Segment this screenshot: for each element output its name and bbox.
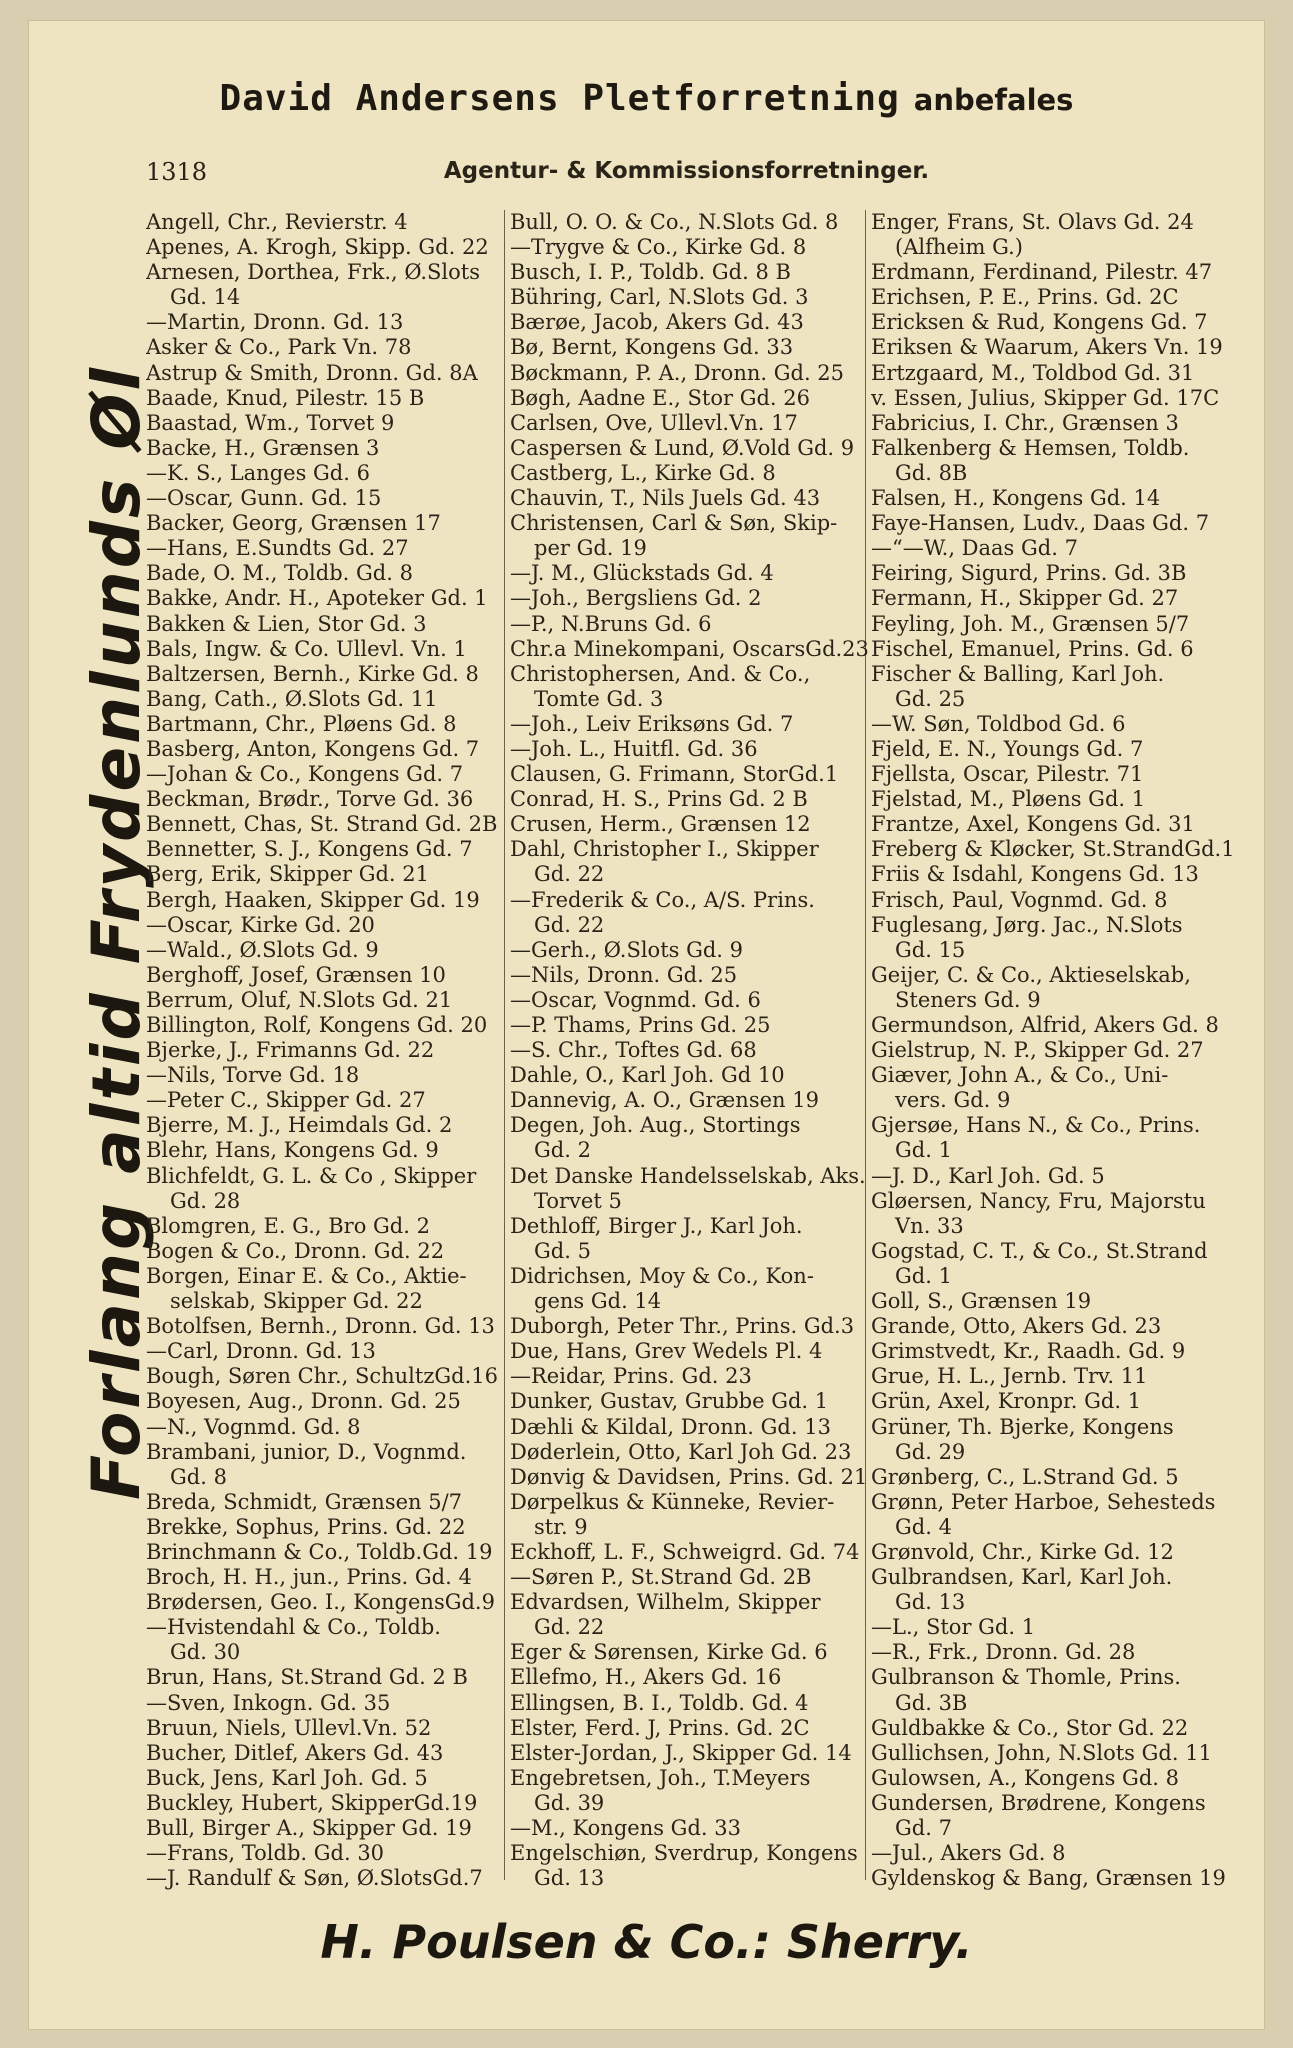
directory-entry: Apenes, A. Krogh, Skipp. Gd. 22: [146, 235, 489, 260]
directory-entry: Gd. 8: [170, 1464, 227, 1489]
directory-entry: Gd. 8B: [895, 460, 968, 485]
directory-entry: Fischel, Emanuel, Prins. Gd. 6: [871, 636, 1194, 661]
page-number: 1318: [146, 158, 208, 186]
directory-entry: Bø, Bernt, Kongens Gd. 33: [510, 335, 794, 360]
directory-entry: —N., Vognmd. Gd. 8: [146, 1414, 361, 1439]
directory-entry: Geijer, C. & Co., Aktieselskab,: [871, 962, 1191, 987]
directory-entry: —Johan & Co., Kongens Gd. 7: [146, 762, 464, 787]
directory-entry: —Wald., Ø.Slots Gd. 9: [146, 937, 379, 962]
directory-entry: —W. Søn, Toldbod Gd. 6: [871, 711, 1126, 736]
directory-entry: Bals, Ingw. & Co. Ullevl. Vn. 1: [146, 636, 467, 661]
directory-entry: Ellingsen, B. I., Toldb. Gd. 4: [510, 1690, 809, 1715]
directory-entry: Vn. 33: [895, 1213, 964, 1238]
directory-entry: —Carl, Dronn. Gd. 13: [146, 1339, 376, 1364]
directory-column-2: [510, 210, 895, 1891]
directory-entry: Falkenberg & Hemsen, Toldb.: [871, 435, 1190, 460]
directory-entry: —Gerh., Ø.Slots Gd. 9: [510, 937, 744, 962]
directory-entry: Billington, Rolf, Kongens Gd. 20: [146, 1013, 488, 1037]
directory-column-1: [146, 210, 531, 1891]
directory-entry: Erdmann, Ferdinand, Pilestr. 47: [871, 260, 1213, 285]
header-ad-text: David Andersens Pletforretning: [219, 78, 900, 119]
directory-entry: Faye-Hansen, Ludv., Daas Gd. 7: [871, 511, 1210, 536]
directory-entry: Erichsen, P. E., Prins. Gd. 2C: [871, 285, 1179, 310]
directory-entry: Dæhli & Kildal, Dronn. Gd. 13: [510, 1414, 831, 1439]
directory-entry: Gulbrandsen, Karl, Karl Joh.: [871, 1565, 1173, 1590]
directory-entry: Elster-Jordan, J., Skipper Gd. 14: [510, 1740, 852, 1765]
directory-entry: Fabricius, I. Chr., Grænsen 3: [871, 410, 1179, 435]
directory-entry: Buckley, Hubert, SkipperGd.19: [146, 1790, 478, 1815]
directory-entry: Dahl, Christopher I., Skipper: [510, 837, 819, 862]
directory-entry: —Trygve & Co., Kirke Gd. 8: [510, 235, 807, 260]
directory-entry: Gd. 14: [170, 285, 241, 310]
directory-entry: Gielstrup, N. P., Skipper Gd. 27: [871, 1038, 1204, 1063]
directory-entry: —M., Kongens Gd. 33: [510, 1816, 741, 1840]
directory-entry: Gundersen, Brødrene, Kongens: [871, 1790, 1206, 1815]
directory-entry: Dunker, Gustav, Grubbe Gd. 1: [510, 1389, 829, 1414]
header-ad-suffix: anbefales: [913, 83, 1074, 117]
directory-entry: —Martin, Dronn. Gd. 13: [146, 310, 404, 335]
directory-entry: Eger & Sørensen, Kirke Gd. 6: [510, 1640, 828, 1665]
directory-entry: Borgen, Einar E. & Co., Aktie-: [146, 1263, 467, 1288]
directory-entry: Carlsen, Ove, Ullevl.Vn. 17: [510, 410, 798, 435]
directory-entry: Eckhoff, L. F., Schweigrd. Gd. 74: [510, 1539, 860, 1564]
directory-entry: Conrad, H. S., Prins Gd. 2 B: [510, 787, 808, 812]
directory-entry: Ertzgaard, M., Toldbod Gd. 31: [871, 360, 1195, 385]
directory-entry: Blehr, Hans, Kongens Gd. 9: [146, 1138, 439, 1163]
side-advertisement: Forlang altid Frydenlunds Øl: [78, 364, 155, 1500]
directory-entry: Goll, S., Grænsen 19: [871, 1289, 1092, 1314]
directory-entry: Grue, H. L., Jernb. Trv. 11: [871, 1364, 1148, 1389]
directory-entry: —Hans, E.Sundts Gd. 27: [146, 536, 409, 561]
directory-entry: Boyesen, Aug., Dronn. Gd. 25: [146, 1389, 461, 1414]
directory-entry: Christophersen, And. & Co.,: [510, 661, 811, 686]
directory-entry: —Oscar, Vognmd. Gd. 6: [510, 987, 761, 1012]
directory-entry: —Hvistendahl & Co., Toldb.: [146, 1615, 441, 1640]
directory-entry: Arnesen, Dorthea, Frk., Ø.Slots: [146, 260, 481, 285]
directory-entry: Gd. 13: [895, 1590, 966, 1615]
header-advertisement: [28, 78, 1265, 119]
directory-entry: selskab, Skipper Gd. 22: [170, 1289, 423, 1314]
directory-entry: Grüner, Th. Bjerke, Kongens: [871, 1414, 1174, 1439]
directory-entry: Fjelstad, M., Pløens Gd. 1: [871, 787, 1146, 812]
directory-entry: Gullichsen, John, N.Slots Gd. 11: [871, 1740, 1212, 1765]
directory-entry: Bucher, Ditlef, Akers Gd. 43: [146, 1740, 444, 1765]
directory-entry: Castberg, L., Kirke Gd. 8: [510, 460, 776, 485]
directory-entry: Broch, H. H., jun., Prins. Gd. 4: [146, 1565, 472, 1590]
directory-entry: Gd. 15: [895, 937, 966, 962]
directory-entry: —Frans, Toldb. Gd. 30: [146, 1841, 385, 1866]
directory-entry: —J. M., Glückstads Gd. 4: [510, 561, 774, 586]
directory-entry: Gd. 22: [534, 862, 605, 887]
directory-entry: Giæver, John A., & Co., Uni-: [871, 1063, 1169, 1088]
directory-entry: Gløersen, Nancy, Fru, Majorstu: [871, 1188, 1206, 1213]
directory-entry: Feiring, Sigurd, Prins. Gd. 3B: [871, 561, 1187, 586]
directory-entry: Brødersen, Geo. I., KongensGd.9: [146, 1590, 495, 1615]
directory-entry: Grønn, Peter Harboe, Sehesteds: [871, 1489, 1216, 1514]
directory-entry: Frisch, Paul, Vognmd. Gd. 8: [871, 887, 1168, 912]
directory-entry: —Oscar, Gunn. Gd. 15: [146, 486, 382, 511]
directory-entry: Enger, Frans, St. Olavs Gd. 24: [871, 210, 1194, 234]
directory-entry: Gjersøe, Hans N., & Co., Prins.: [871, 1113, 1201, 1138]
directory-entry: Baade, Knud, Pilestr. 15 B: [146, 385, 425, 410]
directory-entry: —Joh., Bergsliens Gd. 2: [510, 586, 762, 611]
directory-entry: —K. S., Langes Gd. 6: [146, 460, 370, 485]
directory-entry: Bade, O. M., Toldb. Gd. 8: [146, 561, 413, 586]
directory-entry: Gd. 28: [170, 1188, 241, 1213]
directory-entry: Germundson, Alfrid, Akers Gd. 8: [871, 1013, 1219, 1037]
directory-entry: Degen, Joh. Aug., Stortings: [510, 1113, 801, 1138]
directory-entry: Gogstad, C. T., & Co., St.Strand: [871, 1238, 1208, 1263]
directory-entry: —S. Chr., Toftes Gd. 68: [510, 1038, 757, 1063]
directory-entry: Gd. 2: [534, 1138, 591, 1163]
directory-entry: Chauvin, T., Nils Juels Gd. 43: [510, 486, 821, 511]
directory-entry: Det Danske Handelsselskab, Aks.: [510, 1163, 866, 1188]
directory-entry: Bjerke, J., Frimanns Gd. 22: [146, 1038, 435, 1063]
directory-entry: —Nils, Dronn. Gd. 25: [510, 962, 738, 987]
directory-entry: Fjellsta, Oscar, Pilestr. 71: [871, 762, 1144, 787]
directory-entry: Berghoff, Josef, Grænsen 10: [146, 962, 446, 987]
directory-entry: —Jul., Akers Gd. 8: [871, 1841, 1066, 1866]
directory-entry: Botolfsen, Bernh., Dronn. Gd. 13: [146, 1314, 495, 1339]
directory-entry: Due, Hans, Grev Wedels Pl. 4: [510, 1339, 823, 1364]
directory-entry: Brambani, junior, D., Vognmd.: [146, 1439, 467, 1464]
directory-entry: Dørpelkus & Künneke, Revier-: [510, 1489, 835, 1514]
directory-entry: Brinchmann & Co., Toldb.Gd. 19: [146, 1539, 493, 1564]
directory-entry: Brekke, Sophus, Prins. Gd. 22: [146, 1514, 466, 1539]
directory-entry: —R., Frk., Dronn. Gd. 28: [871, 1640, 1136, 1665]
directory-entry: Dethloff, Birger J., Karl Joh.: [510, 1213, 803, 1238]
directory-entry: Dahle, O., Karl Joh. Gd 10: [510, 1063, 785, 1088]
directory-entry: Steners Gd. 9: [895, 987, 1041, 1012]
directory-entry: —Oscar, Kirke Gd. 20: [146, 912, 375, 937]
directory-entry: Ellefmo, H., Akers Gd. 16: [510, 1665, 782, 1690]
directory-entry: Elster, Ferd. J, Prins. Gd. 2C: [510, 1715, 810, 1740]
directory-entry: Gd. 1: [895, 1263, 952, 1288]
directory-entry: Bjerre, M. J., Heimdals Gd. 2: [146, 1113, 453, 1138]
directory-entry: Bruun, Niels, Ullevl.Vn. 52: [146, 1715, 432, 1740]
directory-entry: Bennett, Chas, St. Strand Gd. 2B: [146, 812, 498, 837]
directory-entry: Christensen, Carl & Søn, Skip-: [510, 511, 838, 536]
directory-entry: Grande, Otto, Akers Gd. 23: [871, 1314, 1162, 1339]
directory-entry: Gd. 5: [534, 1238, 591, 1263]
directory-entry: Torvet 5: [534, 1188, 622, 1213]
directory-entry: Fjeld, E. N., Youngs Gd. 7: [871, 736, 1144, 761]
directory-entry: Breda, Schmidt, Grænsen 5/7: [146, 1489, 463, 1514]
directory-entry: Gd. 22: [534, 1615, 605, 1640]
directory-entry: Grün, Axel, Kronpr. Gd. 1: [871, 1389, 1142, 1414]
directory-entry: Gd. 22: [534, 912, 605, 937]
directory-entry: Bøckmann, P. A., Dronn. Gd. 25: [510, 360, 845, 385]
directory-entry: Didrichsen, Moy & Co., Kon-: [510, 1263, 814, 1288]
directory-entry: Angell, Chr., Revierstr. 4: [146, 210, 408, 234]
directory-entry: Basberg, Anton, Kongens Gd. 7: [146, 736, 480, 761]
directory-entry: Engebretsen, Joh., T.Meyers: [510, 1765, 811, 1790]
directory-entry: —“—W., Daas Gd. 7: [871, 536, 1078, 561]
directory-entry: Fuglesang, Jørg. Jac., N.Slots: [871, 912, 1183, 937]
directory-entry: Frantze, Axel, Kongens Gd. 31: [871, 812, 1195, 837]
directory-entry: Gd. 4: [895, 1514, 952, 1539]
directory-entry: Blomgren, E. G., Bro Gd. 2: [146, 1213, 430, 1238]
directory-entry: Freberg & Kløcker, St.StrandGd.1: [871, 837, 1235, 862]
directory-entry: Dannevig, A. O., Grænsen 19: [510, 1088, 819, 1113]
directory-entry: gens Gd. 14: [534, 1289, 662, 1314]
directory-entry: Gd. 25: [895, 686, 966, 711]
directory-entry: Bühring, Carl, N.Slots Gd. 3: [510, 285, 809, 310]
directory-entry: str. 9: [534, 1514, 588, 1539]
directory-entry: —Peter C., Skipper Gd. 27: [146, 1088, 426, 1113]
directory-entry: Gd. 39: [534, 1790, 605, 1815]
directory-entry: Feyling, Joh. M., Grænsen 5/7: [871, 611, 1190, 636]
directory-entry: Gd. 29: [895, 1439, 966, 1464]
directory-entry: Baltzersen, Bernh., Kirke Gd. 8: [146, 661, 479, 686]
directory-entry: Crusen, Herm., Grænsen 12: [510, 812, 811, 837]
directory-entry: —Sven, Inkogn. Gd. 35: [146, 1690, 391, 1715]
directory-entry: Gd. 7: [895, 1816, 952, 1840]
directory-entry: Gd. 1: [895, 1138, 952, 1163]
directory-entry: Bennetter, S. J., Kongens Gd. 7: [146, 837, 473, 862]
directory-entry: —Nils, Torve Gd. 18: [146, 1063, 360, 1088]
directory-entry: —L., Stor Gd. 1: [871, 1615, 1036, 1640]
directory-entry: Bough, Søren Chr., SchultzGd.16: [146, 1364, 498, 1389]
directory-entry: Døderlein, Otto, Karl Joh Gd. 23: [510, 1439, 852, 1464]
directory-entry: Ericksen & Rud, Kongens Gd. 7: [871, 310, 1208, 335]
directory-entry: Bull, Birger A., Skipper Gd. 19: [146, 1816, 472, 1840]
directory-entry: Falsen, H., Kongens Gd. 14: [871, 486, 1161, 511]
directory-entry: Grimstvedt, Kr., Raadh. Gd. 9: [871, 1339, 1186, 1364]
directory-entry: Edvardsen, Wilhelm, Skipper: [510, 1590, 821, 1615]
directory-entry: Beckman, Brødr., Torve Gd. 36: [146, 787, 474, 812]
directory-entry: Baastad, Wm., Torvet 9: [146, 410, 395, 435]
directory-entry: —P., N.Bruns Gd. 6: [510, 611, 712, 636]
directory-entry: Bøgh, Aadne E., Stor Gd. 26: [510, 385, 810, 410]
directory-entry: Engelschiøn, Sverdrup, Kongens: [510, 1841, 858, 1866]
directory-entry: Astrup & Smith, Dronn. Gd. 8A: [146, 360, 478, 385]
directory-entry: Friis & Isdahl, Kongens Gd. 13: [871, 862, 1199, 887]
directory-entry: Bang, Cath., Ø.Slots Gd. 11: [146, 686, 438, 711]
directory-entry: Busch, I. P., Toldb. Gd. 8 B: [510, 260, 791, 285]
directory-entry: Berg, Erik, Skipper Gd. 21: [146, 862, 429, 887]
directory-entry: vers. Gd. 9: [895, 1088, 1011, 1113]
footer-advertisement: H. Poulsen & Co.: Sherry.: [320, 1915, 973, 1969]
directory-entry: Bull, O. O. & Co., N.Slots Gd. 8: [510, 210, 839, 234]
directory-entry: Bakken & Lien, Stor Gd. 3: [146, 611, 427, 636]
directory-entry: Gd. 30: [170, 1640, 241, 1665]
directory-entry: Buck, Jens, Karl Joh. Gd. 5: [146, 1765, 428, 1790]
directory-entry: Bærøe, Jacob, Akers Gd. 43: [510, 310, 804, 335]
directory-entry: Caspersen & Lund, Ø.Vold Gd. 9: [510, 435, 855, 460]
directory-entry: Blichfeldt, G. L. & Co , Skipper: [146, 1163, 477, 1188]
directory-entry: Bergh, Haaken, Skipper Gd. 19: [146, 887, 480, 912]
directory-entry: Bakke, Andr. H., Apoteker Gd. 1: [146, 586, 488, 611]
directory-entry: —J. D., Karl Joh. Gd. 5: [871, 1163, 1105, 1188]
directory-page: [28, 20, 1265, 2030]
directory-entry: —Søren P., St.Strand Gd. 2B: [510, 1565, 812, 1590]
directory-entry: —Reidar, Prins. Gd. 23: [510, 1364, 752, 1389]
directory-entry: Gd. 3B: [895, 1690, 968, 1715]
directory-entry: —P. Thams, Prins Gd. 25: [510, 1013, 771, 1037]
directory-entry: —J. Randulf & Søn, Ø.SlotsGd.7: [146, 1866, 483, 1891]
directory-entry: Gd. 13: [534, 1866, 605, 1891]
directory-entry: Asker & Co., Park Vn. 78: [146, 335, 412, 360]
directory-entry: Guldbakke & Co., Stor Gd. 22: [871, 1715, 1189, 1740]
directory-entry: Clausen, G. Frimann, StorGd.1: [510, 762, 839, 787]
directory-entry: Fischer & Balling, Karl Joh.: [871, 661, 1165, 686]
directory-entry: Gulowsen, A., Kongens Gd. 8: [871, 1765, 1179, 1790]
directory-entry: —Frederik & Co., A/S. Prins.: [510, 887, 815, 912]
directory-entry: Chr.a Minekompani, OscarsGd.23: [510, 636, 869, 661]
directory-entry: Dønvig & Davidsen, Prins. Gd. 21: [510, 1464, 868, 1489]
directory-entry: Tomte Gd. 3: [534, 686, 664, 711]
directory-entry: Backe, H., Grænsen 3: [146, 435, 380, 460]
directory-entry: Brun, Hans, St.Strand Gd. 2 B: [146, 1665, 468, 1690]
directory-entry: Bogen & Co., Dronn. Gd. 22: [146, 1238, 445, 1263]
directory-entry: per Gd. 19: [534, 536, 647, 561]
directory-column-3: [871, 210, 1251, 1891]
directory-entry: —Joh. L., Huitfl. Gd. 36: [510, 736, 758, 761]
directory-entry: Bartmann, Chr., Pløens Gd. 8: [146, 711, 457, 736]
directory-entry: —Joh., Leiv Eriksøns Gd. 7: [510, 711, 794, 736]
directory-entry: Fermann, H., Skipper Gd. 27: [871, 586, 1179, 611]
directory-entry: Berrum, Oluf, N.Slots Gd. 21: [146, 987, 453, 1012]
directory-entry: (Alfheim G.): [895, 235, 1023, 260]
directory-entry: Grønberg, C., L.Strand Gd. 5: [871, 1464, 1179, 1489]
directory-entry: Backer, Georg, Grænsen 17: [146, 511, 441, 536]
directory-entry: Grønvold, Chr., Kirke Gd. 12: [871, 1539, 1174, 1564]
section-title: Agentur- & Kommissionsforretninger.: [443, 158, 930, 184]
directory-entry: Gyldenskog & Bang, Grænsen 19: [871, 1866, 1226, 1891]
directory-entry: Duborgh, Peter Thr., Prins. Gd.3: [510, 1314, 855, 1339]
directory-entry: Eriksen & Waarum, Akers Vn. 19: [871, 335, 1223, 360]
directory-entry: Gulbranson & Thomle, Prins.: [871, 1665, 1181, 1690]
directory-entry: v. Essen, Julius, Skipper Gd. 17C: [871, 385, 1220, 410]
